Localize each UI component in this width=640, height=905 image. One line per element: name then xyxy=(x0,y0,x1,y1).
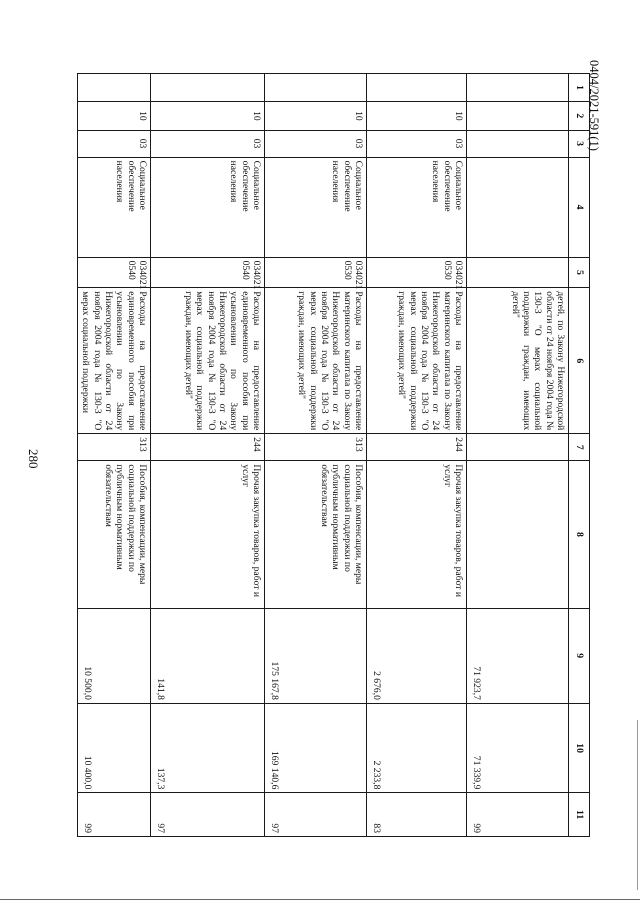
cell-planned-amount: 175 167,8 xyxy=(265,608,367,703)
cell-expense-type-name: Прочая закупка товаров, работ и услуг xyxy=(367,461,467,608)
cell-subsection: 03 xyxy=(78,130,151,157)
cell-section: 10 xyxy=(151,102,265,130)
cell-target-article: 034021 0530 xyxy=(265,257,367,288)
cell-section: 10 xyxy=(265,102,367,130)
table-row xyxy=(151,74,265,837)
document-code: 0404/2021-591(1) xyxy=(587,60,601,151)
cell-target-article: 034021 0540 xyxy=(151,257,265,288)
table-header-row xyxy=(569,74,590,837)
cell-subsection-name xyxy=(467,157,569,257)
cell-article-name: Расходы на предоставление единовременного пособия при усыновлении по Закону Нижегородской области от 24 ноября 2004 года № 130-З "О мерах социальной поддержки граждан, имеющих детей" xyxy=(151,288,265,434)
cell-expense-type: 313 xyxy=(78,434,151,461)
cell-expense-type-name: Пособия, компенсации, меры социальной поддержки по публичным нормативным обязательствам xyxy=(265,461,367,608)
page-number: 280 xyxy=(26,449,41,469)
cell-expense-type-name xyxy=(467,461,569,608)
cell-expense-type: 244 xyxy=(151,434,265,461)
header-col-4: 4 xyxy=(569,157,590,257)
cell-target-article xyxy=(467,257,569,288)
table-row xyxy=(367,74,467,837)
cell-article-name: Расходы на предоставление единовременного пособия при усыновлении по Закону Нижегородской области от 24 ноября 2004 года № 130-З "О мерах социальной поддержки xyxy=(78,288,151,434)
cell-percent: 99 xyxy=(467,793,569,837)
cell-subsection: 03 xyxy=(265,130,367,157)
cell-article-name: детей, по Закону Нижегородской области от 24 ноября 2004 года № 130-З "О мерах социальной поддержки граждан, имеющих детей" xyxy=(467,288,569,434)
header-col-8: 8 xyxy=(569,461,590,608)
header-col-10: 10 xyxy=(569,703,590,792)
budget-table xyxy=(77,73,590,837)
header-col-5: 5 xyxy=(569,257,590,288)
cell-article-name: Расходы на предоставление материнского капитала по Закону Нижегородской области от 24 ноября 2004 года № 130-З "О мерах социальной поддержки граждан, имеющих детей" xyxy=(265,288,367,434)
cell-expense-type: 313 xyxy=(265,434,367,461)
cell-subsection: 03 xyxy=(151,130,265,157)
cell-planned-amount: 141,8 xyxy=(151,608,265,703)
cell-target-article: 034021 0540 xyxy=(78,257,151,288)
table-row xyxy=(265,74,367,837)
cell-col-1 xyxy=(265,74,367,102)
cell-expense-type-name: Пособия, компенсации, меры социальной поддержки по публичным нормативным обязательствам xyxy=(78,461,151,608)
cell-subsection xyxy=(467,130,569,157)
header-col-2: 2 xyxy=(569,102,590,130)
scan-edge-line xyxy=(0,899,640,900)
cell-subsection-name: Социальное обеспечение населения xyxy=(78,157,151,257)
cell-planned-amount: 10 500,0 xyxy=(78,608,151,703)
cell-subsection-name: Социальное обеспечение населения xyxy=(265,157,367,257)
cell-actual-amount: 2 233,8 xyxy=(367,703,467,792)
cell-col-1 xyxy=(78,74,151,102)
cell-actual-amount: 10 400,0 xyxy=(78,703,151,792)
cell-article-name: Расходы на предоставление материнского капитала по Закону Нижегородской области от 24 ноября 2004 года № 130-З "О мерах социальной поддержки граждан, имеющих детей" xyxy=(367,288,467,434)
scan-edge-mark xyxy=(637,720,638,890)
cell-planned-amount: 71 923,7 xyxy=(467,608,569,703)
table-row xyxy=(467,74,569,837)
cell-expense-type-name: Прочая закупка товаров, работ и услуг xyxy=(151,461,265,608)
cell-col-1 xyxy=(367,74,467,102)
cell-section: 10 xyxy=(367,102,467,130)
cell-col-1 xyxy=(151,74,265,102)
cell-percent: 97 xyxy=(265,793,367,837)
cell-actual-amount: 137,3 xyxy=(151,703,265,792)
header-col-6: 6 xyxy=(569,288,590,434)
table-row xyxy=(78,74,151,837)
cell-col-1 xyxy=(467,74,569,102)
header-col-1: 1 xyxy=(569,74,590,102)
header-col-11: 11 xyxy=(569,793,590,837)
cell-percent: 97 xyxy=(151,793,265,837)
cell-expense-type: 244 xyxy=(367,434,467,461)
cell-section xyxy=(467,102,569,130)
cell-percent: 83 xyxy=(367,793,467,837)
cell-actual-amount: 71 339,9 xyxy=(467,703,569,792)
cell-actual-amount: 169 140,6 xyxy=(265,703,367,792)
header-col-9: 9 xyxy=(569,608,590,703)
cell-subsection-name: Социальное обеспечение населения xyxy=(367,157,467,257)
header-col-3: 3 xyxy=(569,130,590,157)
cell-subsection-name: Социальное обеспечение населения xyxy=(151,157,265,257)
header-col-7: 7 xyxy=(569,434,590,461)
cell-expense-type xyxy=(467,434,569,461)
cell-subsection: 03 xyxy=(367,130,467,157)
cell-planned-amount: 2 676,0 xyxy=(367,608,467,703)
cell-target-article: 034021 0530 xyxy=(367,257,467,288)
cell-section: 10 xyxy=(78,102,151,130)
cell-percent: 99 xyxy=(78,793,151,837)
